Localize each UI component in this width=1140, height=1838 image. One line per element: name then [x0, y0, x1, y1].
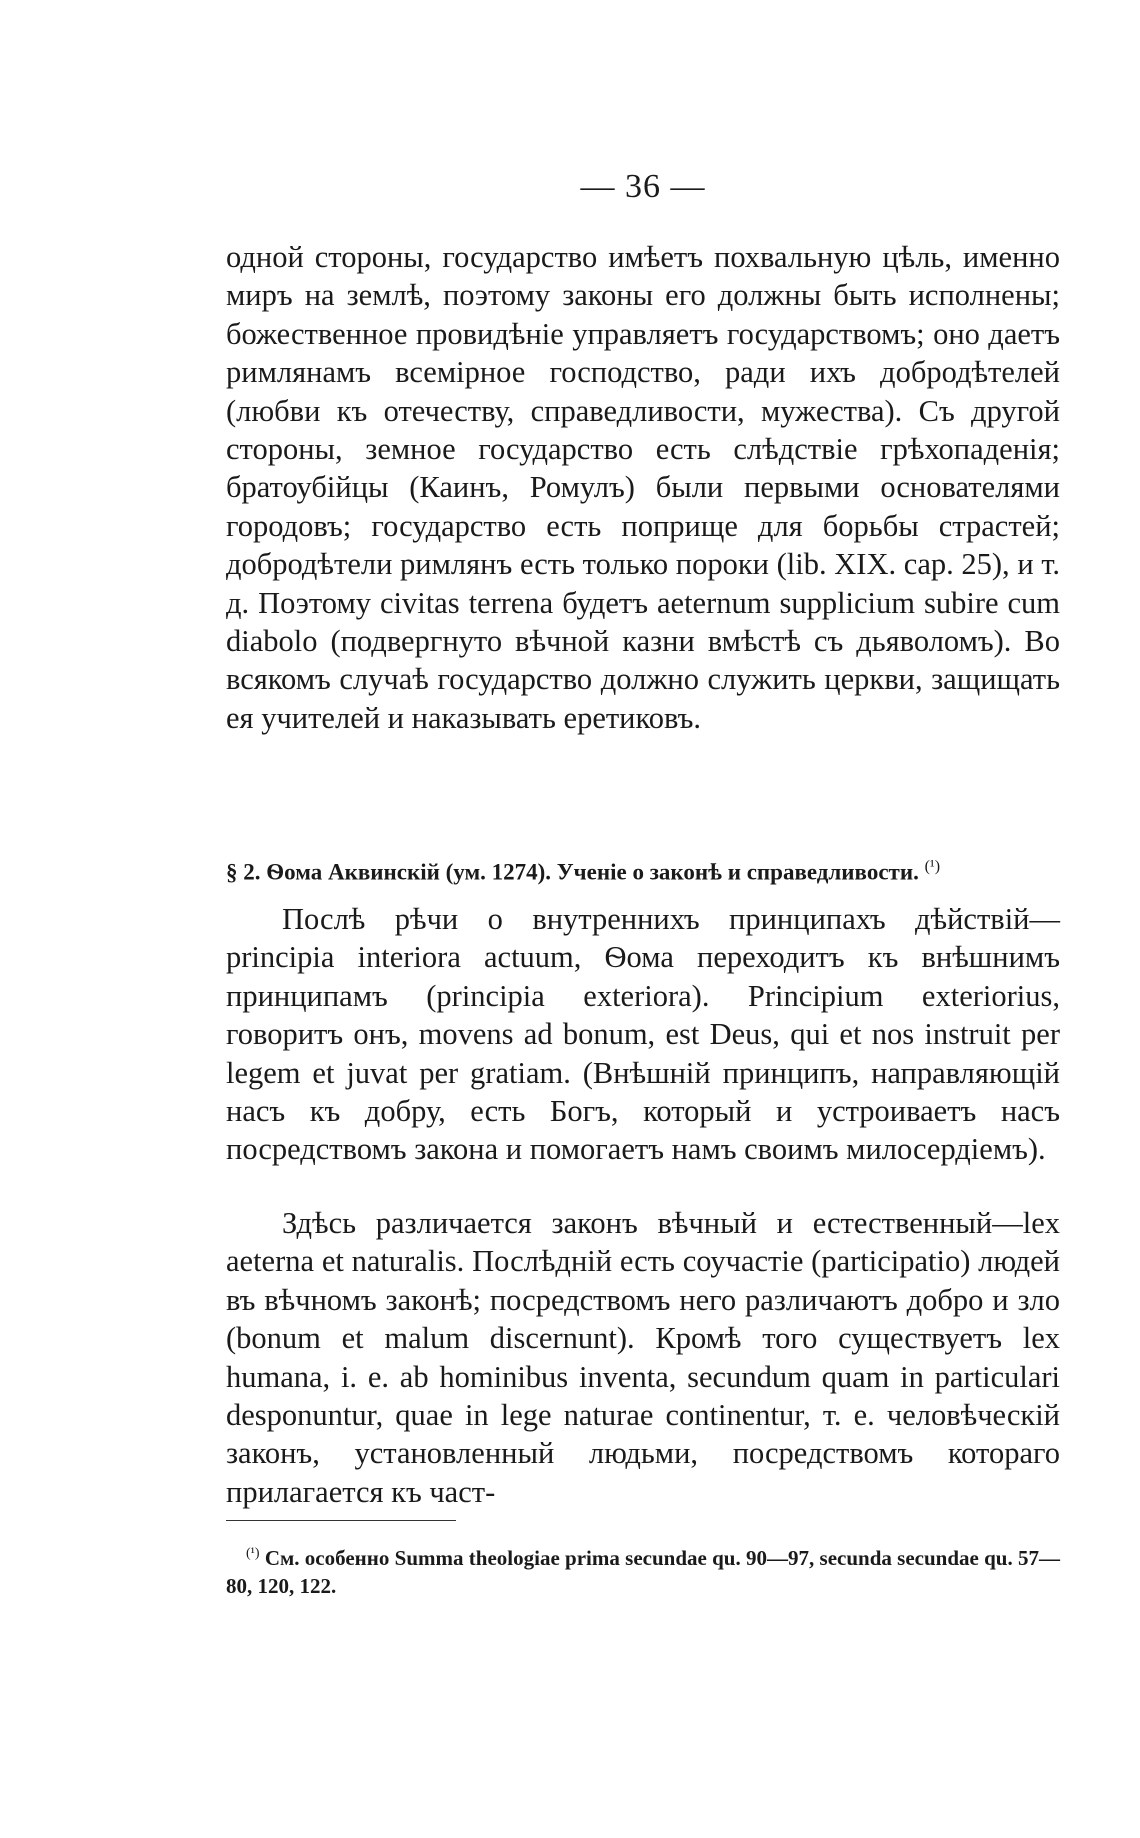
footnote-divider	[226, 1520, 456, 1521]
footnote-marker: (¹)	[246, 1546, 260, 1561]
section-heading-text: § 2. Ѳома Аквинскій (ум. 1274). Ученіе о законѣ и справедливости.	[226, 859, 919, 885]
paragraph-1: одной стороны, государство имѣетъ похвальную цѣль, именно миръ на землѣ, поэтому законы его должны быть исполнены; божественное провидѣніе управляетъ государствомъ; оно даетъ римлянамъ всемірное господство, ради ихъ добродѣтелей (любви къ отечеству, справедливости, мужества). Съ другой стороны, земное государство есть слѣдствіе грѣхопаденія; братоубійцы (Каинъ, Ромулъ) были первыми основателями городовъ; государство есть поприще для борьбы страстей; добродѣтели римлянъ есть только пороки (lib. XIX. cap. 25), и т. д. Поэтому civitas terrena будетъ aeternum supplicium subire cum diabolo (подвергнуто вѣчной казни вмѣстѣ съ дьяволомъ). Во всякомъ случаѣ государство должно служить церкви, защищать ея учителей и наказывать еретиковъ.	[226, 240, 1060, 735]
book-page	[226, 0, 1060, 1838]
section-heading	[226, 852, 1060, 888]
paragraph-2: Послѣ рѣчи о внутреннихъ принципахъ дѣйствій— principia interiora actuum, Ѳома переходитъ къ внѣшнимъ принципамъ (principia exteriora). Principium exteriorius, говоритъ онъ, movens ad bonum, est Deus, qui et nos instruit per legem et juvat per gratiam. (Внѣшній принципъ, направляющій насъ къ добру, есть Богъ, который и устроиваетъ насъ посредствомъ закона и помогаетъ намъ своимъ милосердіемъ).	[226, 902, 1060, 1167]
footnote-text: См. особенно Summa theologiae prima secundae qu. 90—97, secunda secundae qu. 57—80, 120, 122.	[226, 1546, 1060, 1598]
paragraph-3: Здѣсь различается законъ вѣчный и естественный—lex aeterna et naturalis. Послѣдній есть соучастіе (participatio) людей въ вѣчномъ законѣ; посредствомъ него различаютъ добро и зло (bonum et malum discernunt). Кромѣ того существуетъ lex humana, i. e. ab hominibus inventa, secundum quam in particulari desponuntur, quae in lege naturae continentur, т. е. человѣческій законъ, установленный людьми, посредствомъ котораго прилагается къ част-	[226, 1206, 1060, 1509]
page-number: — 36 —	[580, 168, 706, 205]
section-heading-footnote-ref: (¹)	[924, 858, 941, 875]
footnote	[226, 1540, 1060, 1600]
